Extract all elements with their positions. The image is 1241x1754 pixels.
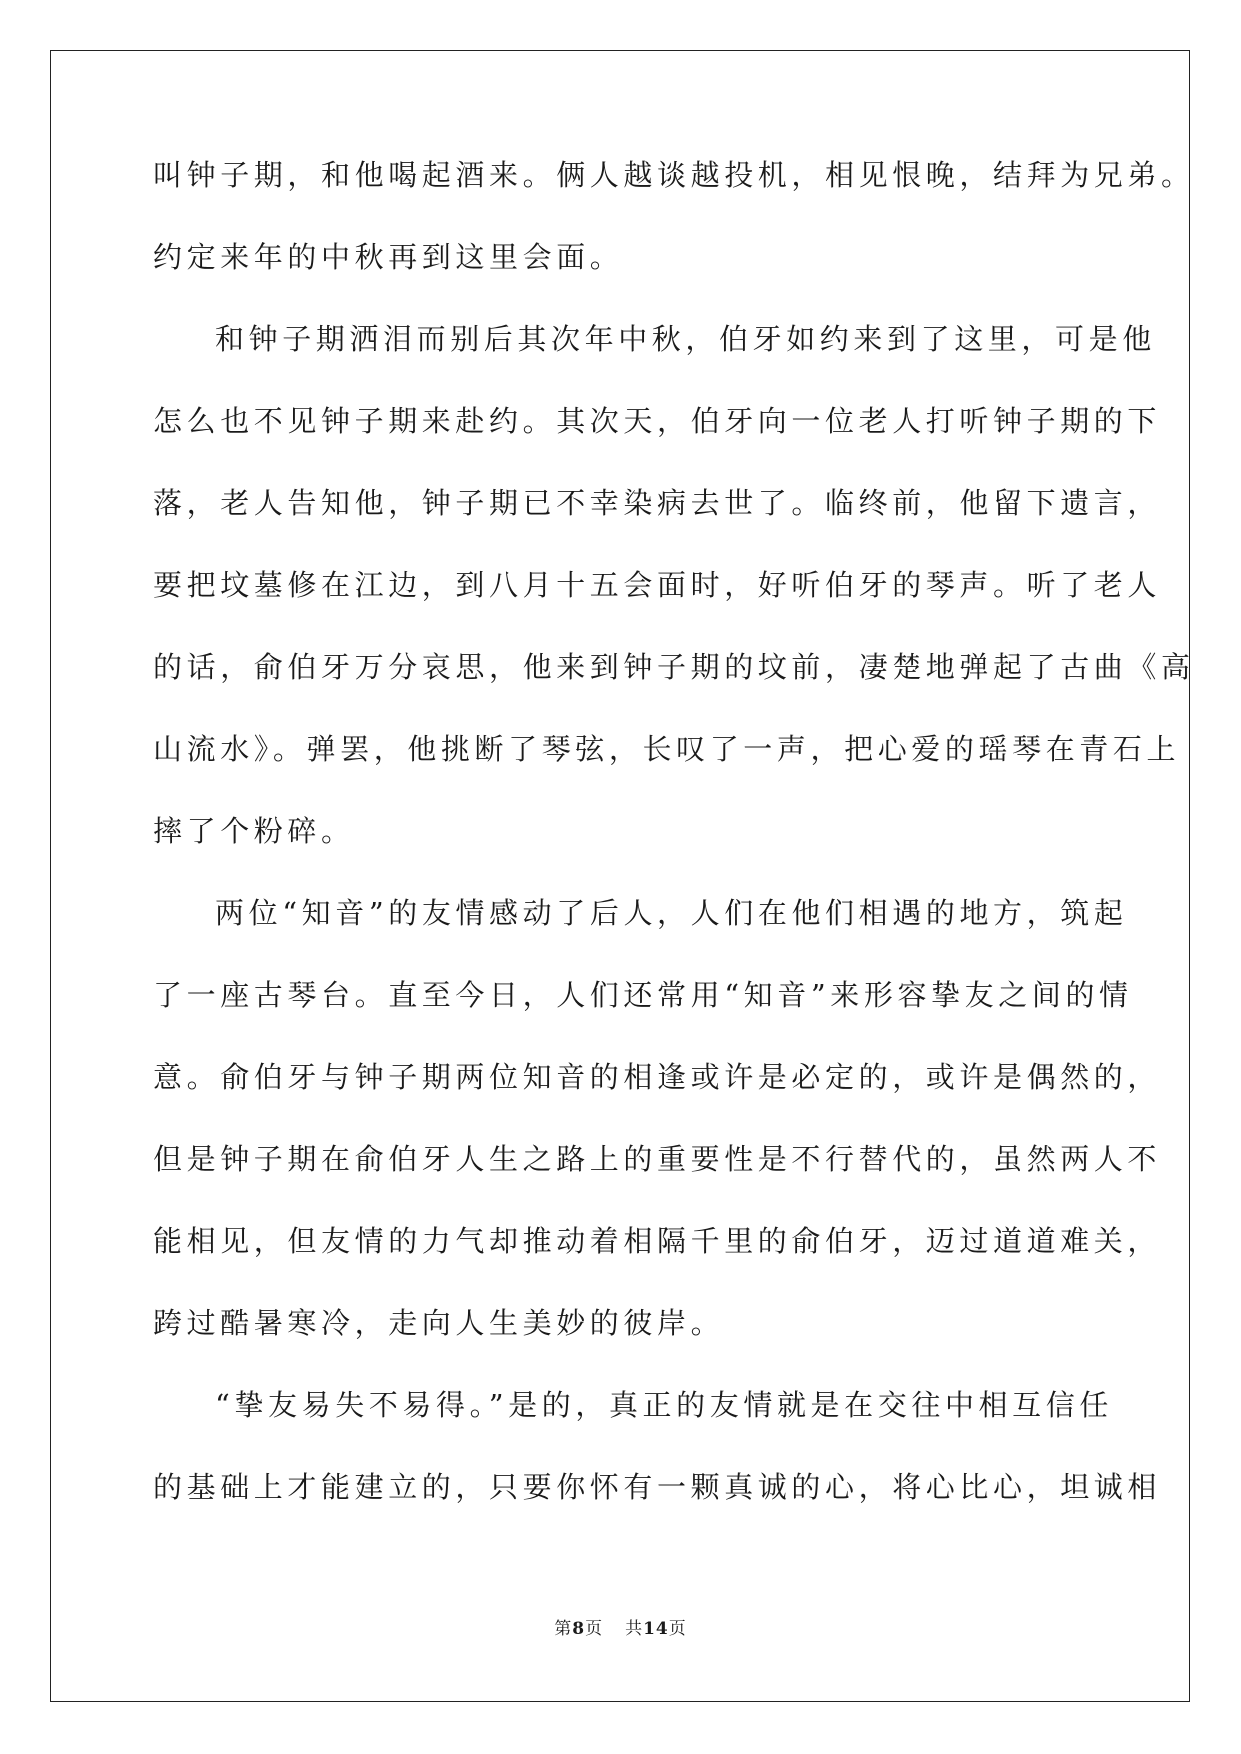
text-line: 能相见，但友情的力气却推动着相隔千里的俞伯牙，迈过道道难关， — [153, 1224, 1162, 1258]
text-line: 意。俞伯牙与钟子期两位知音的相逢或许是必定的，或许是偶然的， — [153, 1060, 1162, 1094]
text-line: 约定来年的中秋再到这里会面。 — [153, 240, 624, 274]
text-line: 山流水》。弹罢，他挑断了琴弦，长叹了一声，把心爱的瑶琴在青石上 — [153, 732, 1181, 766]
text-line: 但是钟子期在俞伯牙人生之路上的重要性是不行替代的，虽然两人不 — [153, 1142, 1162, 1176]
text-line: 跨过酷暑寒冷，走向人生美妙的彼岸。 — [153, 1306, 725, 1340]
total-prefix: 共 — [625, 1619, 644, 1639]
text-line: 摔了个粉碎。 — [153, 814, 355, 848]
document-body — [153, 154, 1195, 1548]
text-line: 的基础上才能建立的，只要你怀有一颗真诚的心，将心比心，坦诚相 — [153, 1470, 1162, 1504]
page-number: 8 — [572, 1619, 586, 1639]
total-suffix: 页 — [668, 1619, 687, 1639]
page-footer — [0, 1614, 1241, 1639]
text-line: 了一座古琴台。直至今日，人们还常用“知音”来形容挚友之间的情 — [153, 978, 1133, 1012]
total-pages: 14 — [643, 1619, 669, 1639]
text-line: 怎么也不见钟子期来赴约。其次天，伯牙向一位老人打听钟子期的下 — [153, 404, 1162, 438]
paragraph-start-line: “挚友易失不易得。”是的，真正的友情就是在交往中相互信任 — [215, 1388, 1113, 1422]
paragraph-start-line: 和钟子期洒泪而别后其次年中秋，伯牙如约来到了这里，可是他 — [215, 322, 1156, 356]
text-line: 的话，俞伯牙万分哀思，他来到钟子期的坟前，凄楚地弹起了古曲《高 — [153, 650, 1195, 684]
text-line: 叫钟子期，和他喝起酒来。俩人越谈越投机，相见恨晚，结拜为兄弟。 — [153, 158, 1195, 192]
page-suffix: 页 — [585, 1619, 604, 1639]
paragraph-start-line: 两位“知音”的友情感动了后人，人们在他们相遇的地方，筑起 — [215, 896, 1128, 930]
text-line: 要把坟墓修在江边，到八月十五会面时，好听伯牙的琴声。听了老人 — [153, 568, 1162, 602]
text-line: 落，老人告知他，钟子期已不幸染病去世了。临终前，他留下遗言， — [153, 486, 1162, 520]
page-prefix: 第 — [554, 1619, 573, 1639]
